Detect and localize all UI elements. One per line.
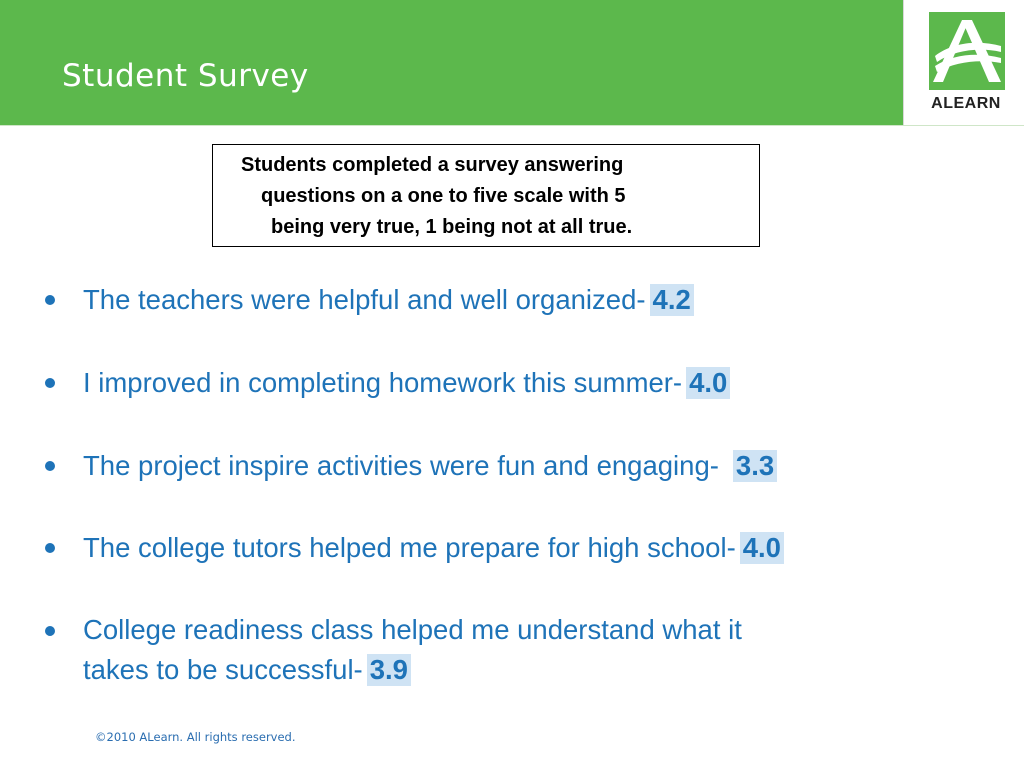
score-value: 4.2 (650, 284, 694, 316)
bullet-icon (45, 378, 55, 388)
slide-title: Student Survey (62, 58, 309, 94)
list-item-college-readiness-continued (83, 653, 411, 687)
list-item-college-tutors (83, 531, 784, 565)
item-text-line-2: takes to be successful- (83, 654, 363, 685)
list-item-homework (83, 366, 730, 400)
bullet-icon (45, 461, 55, 471)
bullet-icon (45, 626, 55, 636)
score-value: 4.0 (740, 532, 784, 564)
score-value: 4.0 (686, 367, 730, 399)
logo-text: ALEARN (931, 95, 1001, 112)
note-line-2: questions on a one to five scale with 5 (261, 185, 626, 207)
bullet-icon (45, 295, 55, 305)
note-line-3: being very true, 1 being not at all true. (271, 216, 633, 238)
item-text: I improved in completing homework this summer- (83, 367, 683, 398)
item-text-line-1: College readiness class helped me understand what it (83, 614, 742, 645)
item-text: The teachers were helpful and well organized- (83, 284, 646, 315)
copyright-footer: ©2010 ALearn. All rights reserved. (95, 730, 296, 744)
item-text: The project inspire activities were fun and engaging- (83, 450, 719, 481)
list-item-teachers (83, 283, 694, 317)
list-item-project-inspire (83, 449, 777, 483)
score-value: 3.3 (733, 450, 777, 482)
list-item-college-readiness (83, 613, 742, 647)
item-text: The college tutors helped me prepare for high school- (83, 532, 736, 563)
score-value: 3.9 (367, 654, 411, 686)
bullet-icon (45, 543, 55, 553)
note-line-1: Students completed a survey answering (241, 154, 624, 176)
